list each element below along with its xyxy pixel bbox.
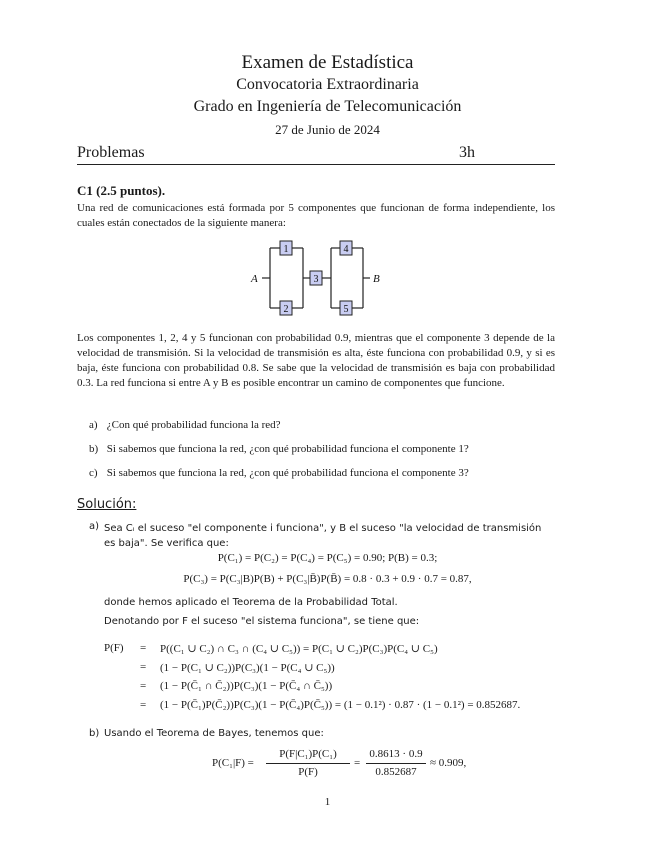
question-c-text: Si sabemos que funciona la red, ¿con qué probabilidad funciona el componente 3? — [106, 467, 469, 479]
bayes-denominator-2: 0.852687 — [375, 766, 417, 778]
question-b-label: b) — [89, 443, 99, 455]
bayes-numerator-2: 0.8613 · 0.9 — [369, 748, 423, 760]
equation-total-probability: P(C₃) = P(C₃|B)P(B) + P(C₃|B̄)P(B̄) = 0.8 · 0.3 + 0.9 · 0.7 = 0.87, — [183, 573, 472, 585]
exam-date: 27 de Junio de 2024 — [275, 122, 380, 137]
question-c-label: c) — [89, 467, 98, 479]
pf-eq-4: = — [140, 699, 147, 711]
node-label-1: 1 — [283, 244, 289, 255]
question-a-label: a) — [89, 419, 98, 431]
system-event-definition: Denotando por F el suceso "el sistema funciona", se tiene que: — [104, 616, 420, 627]
problem-title: C1 (2.5 puntos). — [77, 183, 166, 198]
network-diagram — [240, 236, 400, 320]
pf-eq-2: = — [140, 661, 147, 673]
section-title: Problemas — [77, 144, 145, 161]
bayes-lhs: P(C₁|F) = — [212, 757, 254, 769]
exam-degree: Grado en Ingeniería de Telecomunicación — [193, 98, 462, 115]
pf-eq-3: = — [140, 680, 147, 692]
bayes-eq: = — [354, 757, 361, 769]
question-a-text: ¿Con qué probabilidad funciona la red? — [106, 419, 281, 431]
solution-a-label: a) — [89, 521, 100, 532]
terminal-b-label: B — [373, 273, 380, 285]
equation-probabilities: P(C₁) = P(C₂) = P(C₄) = P(C₅) = 0.90; P(B) = 0.3; — [217, 552, 438, 564]
question-b — [89, 443, 469, 455]
node-label-3: 3 — [313, 274, 319, 285]
total-probability-note: donde hemos aplicado el Teorema de la Probabilidad Total. — [104, 597, 398, 608]
exam-title: Examen de Estadística — [241, 52, 414, 73]
pf-line-1: P((C₁ ∪ C₂) ∩ C₃ ∩ (C₄ ∪ C₅)) = P(C₁ ∪ C₂)P(C₃)P(C₄ ∪ C₅) — [160, 643, 438, 655]
section-header — [77, 144, 555, 165]
bayes-numerator-1: P(F|C₁)P(C₁) — [279, 748, 337, 760]
pf-line-3: (1 − P(C̄₁ ∩ C̄₂))P(C₃)(1 − P(C̄₄ ∩ C̄₅)) — [160, 680, 333, 692]
bayes-fraction-bar-2 — [366, 763, 426, 764]
node-label-5: 5 — [343, 304, 349, 315]
solution-heading: Solución: — [77, 497, 137, 512]
question-b-text: Si sabemos que funciona la red, ¿con qué probabilidad funciona el componente 1? — [106, 443, 469, 455]
pf-line-4: (1 − P(C̄₁)P(C̄₂))P(C₃)(1 − P(C̄₄)P(C̄₅)) = (1 − 0.1²) · 0.87 · (1 − 0.1²) = 0.852687. — [160, 699, 521, 711]
solution-b-label: b) — [89, 728, 100, 739]
node-label-4: 4 — [343, 244, 349, 255]
node-label-2: 2 — [283, 304, 289, 315]
page-number: 1 — [324, 796, 331, 808]
problem-intro: Una red de comunicaciones está formada por 5 componentes que funcionan de forma independiente, los cuales están conectados de la siguiente manera: — [77, 202, 555, 229]
pf-lhs: P(F) — [104, 642, 124, 654]
problem-statement: Los componentes 1, 2, 4 y 5 funcionan con probabilidad 0.9, mientras que el componente 3 depende de la velocidad de transmisión. Si la velocidad de transmisión es alta, éste funciona con probabilidad 0.9, y si es baja, éste funciona con probabilidad 0.8. Se sabe que la velocidad de transmisión es baja con probabilidad 0.3. La red funciona si entre A y B es posible encontrar un camino de componentes que funcione. — [77, 332, 555, 389]
exam-subtitle: Convocatoria Extraordinaria — [236, 76, 419, 93]
pf-line-2: (1 − P(C₁ ∪ C₂))P(C₃)(1 − P(C₄ ∪ C₅)) — [160, 662, 335, 674]
bayes-fraction-bar-1 — [266, 763, 350, 764]
solution-a-intro: Sea Cᵢ el suceso "el componente i funciona", y B el suceso "la velocidad de transmisión es baja". Se verifica que: — [104, 523, 542, 549]
bayes-result: ≈ 0.909, — [430, 757, 467, 769]
terminal-a-label: A — [251, 273, 258, 285]
solution-b-intro: Usando el Teorema de Bayes, tenemos que: — [104, 728, 324, 739]
question-c — [89, 467, 469, 479]
question-a — [89, 419, 281, 431]
pf-eq-1: = — [140, 642, 147, 654]
bayes-denominator-1: P(F) — [298, 766, 318, 778]
exam-duration: 3h — [459, 144, 475, 161]
